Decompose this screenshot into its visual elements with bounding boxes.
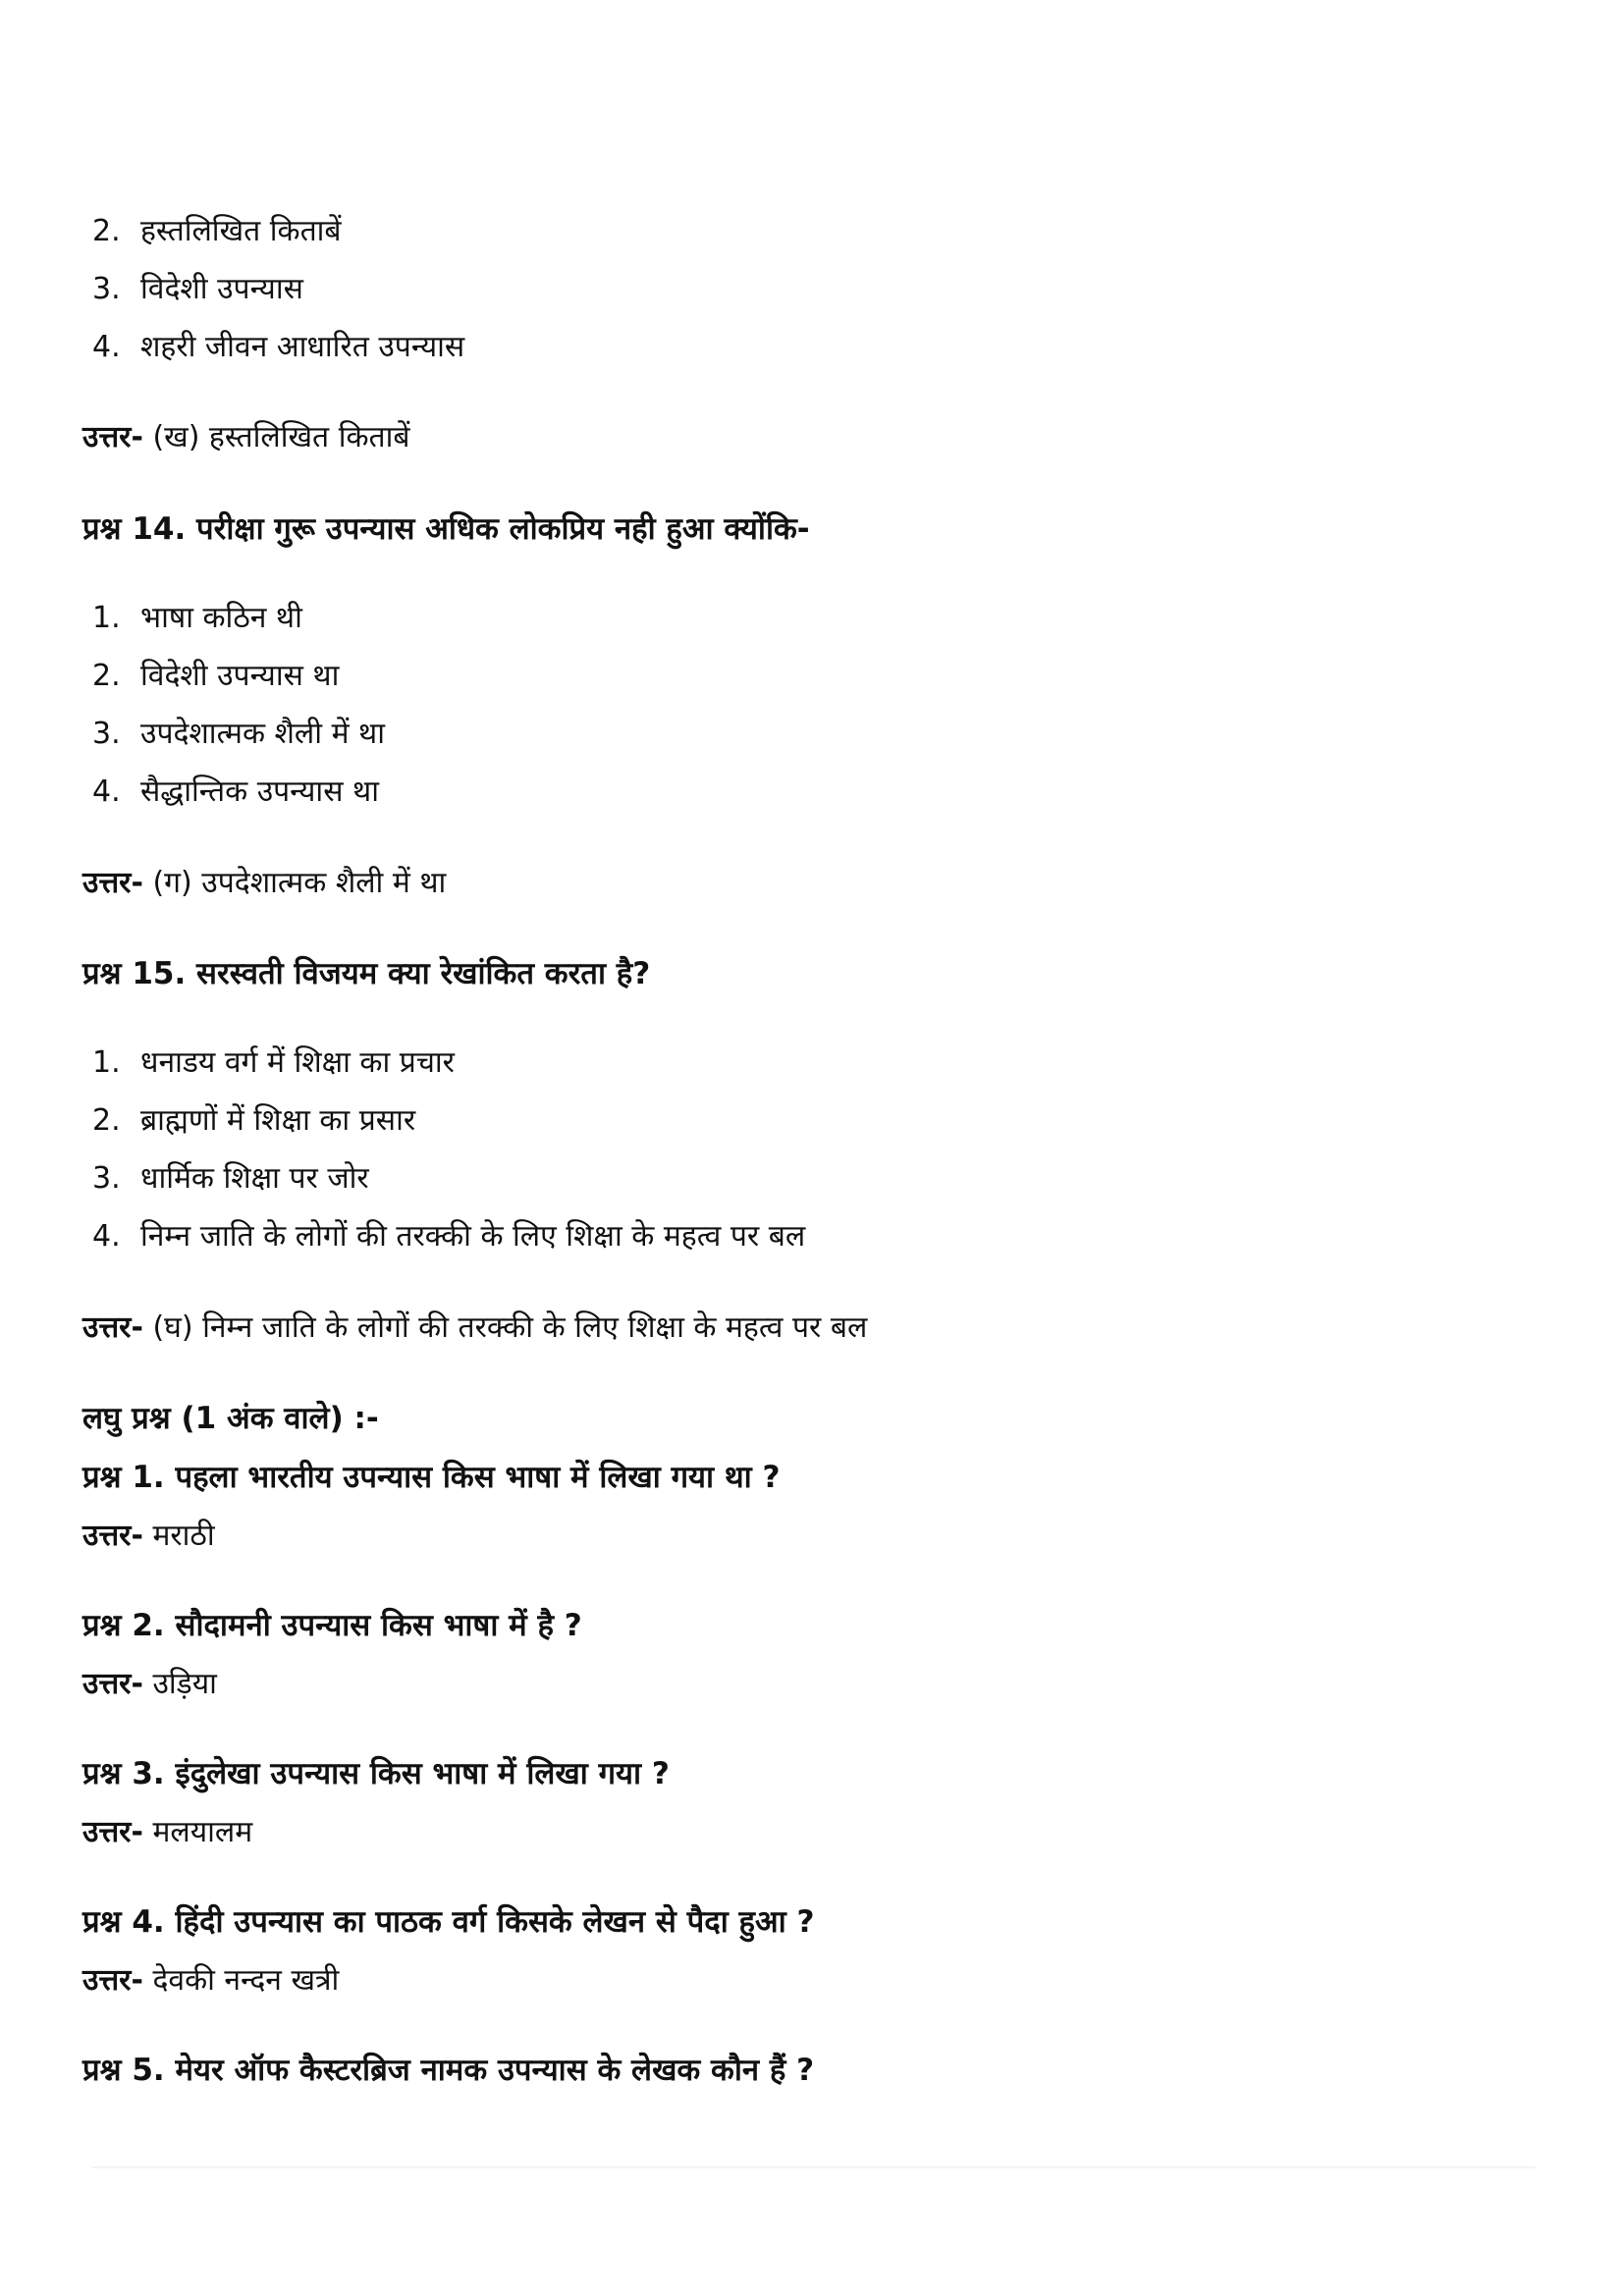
option-text: धार्मिक शिक्षा पर जोर — [140, 1161, 369, 1196]
answer-label: उत्तर- — [82, 1310, 143, 1345]
option-number: 2. — [92, 214, 121, 248]
answer-line — [82, 1960, 339, 2002]
option-number: 3. — [92, 1161, 121, 1196]
question-heading: प्रश्न 1. पहला भारतीय उपन्यास किस भाषा में लिखा गया था ? — [82, 1460, 781, 1495]
question-heading: प्रश्न 5. मेयर ऑफ कैस्टरब्रिज नामक उपन्यास के लेखक कौन हैं ? — [82, 2053, 815, 2088]
option-number: 3. — [92, 272, 121, 306]
answer-line — [82, 1812, 252, 1853]
option-number: 2. — [92, 659, 121, 693]
answer-label: उत्तर- — [82, 1815, 143, 1849]
option-text: शहरी जीवन आधारित उपन्यास — [140, 330, 465, 364]
option-number: 1. — [92, 1045, 121, 1080]
option-text: हस्तलिखित किताबें — [140, 214, 342, 248]
option-text: उपदेशात्मक शैली में था — [140, 717, 385, 751]
question-heading: प्रश्न 3. इंदुलेखा उपन्यास किस भाषा में लिखा गया ? — [82, 1756, 670, 1791]
answer-label: उत्तर- — [82, 1667, 143, 1701]
option-number: 2. — [92, 1103, 121, 1138]
answer-text: देवकी नन्दन खत्री — [152, 1963, 340, 1998]
answer-text: (ग) उपदेशात्मक शैली में था — [152, 866, 447, 900]
option-number: 4. — [92, 774, 121, 809]
answer-text: (घ) निम्न जाति के लोगों की तरक्की के लिए शिक्षा के महत्व पर बल — [152, 1310, 868, 1345]
answer-line — [82, 863, 446, 904]
option-number: 3. — [92, 717, 121, 751]
answer-text: मलयालम — [152, 1815, 253, 1849]
answer-line — [82, 1308, 867, 1349]
option-number: 4. — [92, 330, 121, 364]
answer-line — [82, 1516, 215, 1557]
option-text: भाषा कठिन थी — [140, 601, 302, 635]
answer-label: उत्तर- — [82, 1519, 143, 1553]
answer-line — [82, 1664, 217, 1705]
answer-text: उड़िया — [152, 1667, 217, 1701]
option-number: 4. — [92, 1219, 121, 1254]
footer-divider — [92, 2166, 1536, 2168]
option-number: 1. — [92, 601, 121, 635]
option-text: विदेशी उपन्यास — [140, 272, 303, 306]
option-text: धनाडय वर्ग में शिक्षा का प्रचार — [140, 1045, 455, 1080]
question-heading: प्रश्न 14. परीक्षा गुरू उपन्यास अधिक लोकप्रिय नही हुआ क्योंकि- — [82, 511, 810, 547]
option-text: ब्राह्मणों में शिक्षा का प्रसार — [140, 1103, 416, 1138]
answer-label: उत्तर- — [82, 1963, 143, 1998]
option-text: सैद्धान्तिक उपन्यास था — [140, 774, 379, 809]
section-heading: लघु प्रश्न (1 अंक वाले) :- — [82, 1401, 379, 1436]
answer-text: (ख) हस्तलिखित किताबें — [152, 420, 410, 454]
question-heading: प्रश्न 4. हिंदी उपन्यास का पाठक वर्ग किसके लेखन से पैदा हुआ ? — [82, 1904, 815, 1940]
option-text: विदेशी उपन्यास था — [140, 659, 340, 693]
answer-label: उत्तर- — [82, 420, 143, 454]
answer-line — [82, 417, 410, 458]
question-heading: प्रश्न 15. सरस्वती विजयम क्या रेखांकित करता है? — [82, 956, 651, 991]
answer-label: उत्तर- — [82, 866, 143, 900]
question-heading: प्रश्न 2. सौदामनी उपन्यास किस भाषा में है ? — [82, 1608, 582, 1643]
answer-text: मराठी — [152, 1519, 215, 1553]
option-text: निम्न जाति के लोगों की तरक्की के लिए शिक्षा के महत्व पर बल — [140, 1219, 806, 1254]
